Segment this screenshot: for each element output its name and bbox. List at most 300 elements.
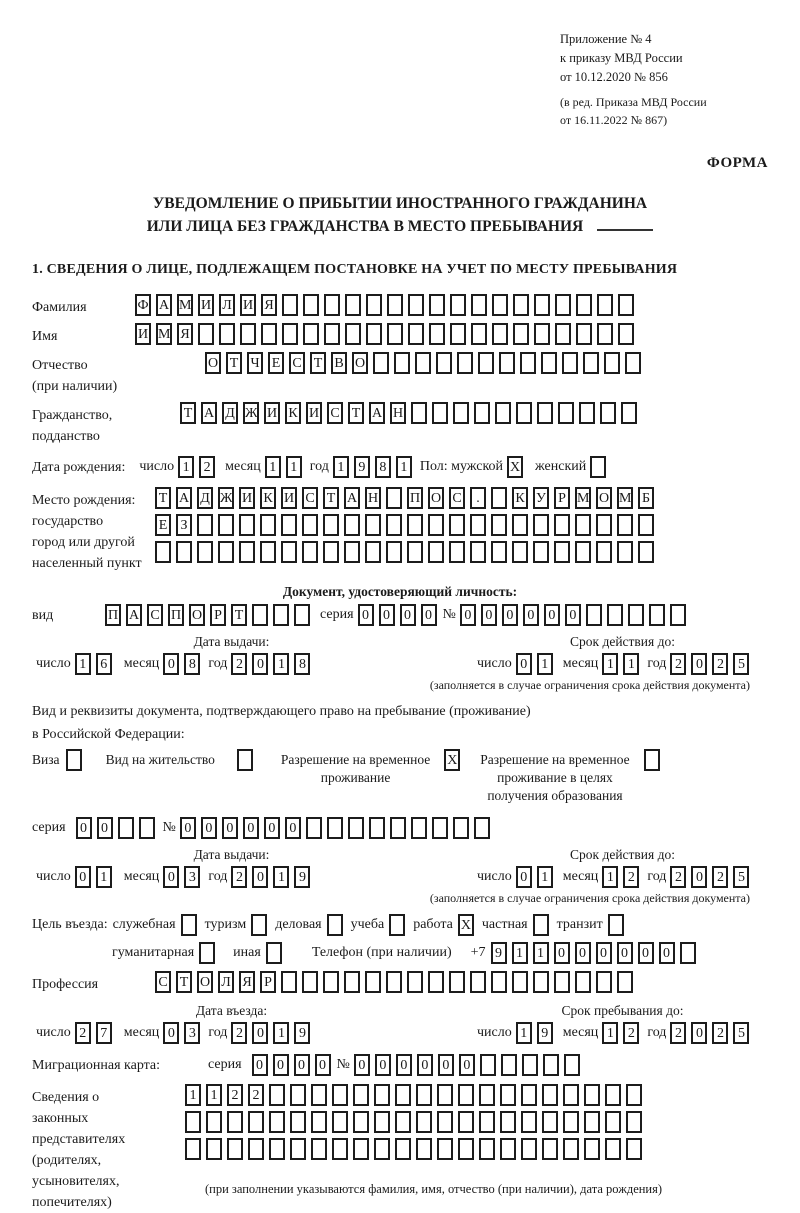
char-box[interactable]: З	[176, 514, 192, 536]
char-box[interactable]	[596, 541, 612, 563]
char-box[interactable]	[554, 514, 570, 536]
char-box[interactable]	[332, 1138, 348, 1160]
char-box[interactable]	[387, 323, 403, 345]
char-box[interactable]	[617, 541, 633, 563]
char-box[interactable]: К	[285, 402, 301, 424]
option-temp-residence-checkbox[interactable]	[444, 749, 460, 771]
char-box[interactable]	[411, 402, 427, 424]
char-box[interactable]	[479, 1138, 495, 1160]
char-box[interactable]	[563, 1138, 579, 1160]
char-box[interactable]	[206, 1111, 222, 1133]
char-box[interactable]	[458, 1111, 474, 1133]
residence-issue-day[interactable]	[75, 866, 112, 888]
char-box[interactable]: Р	[554, 487, 570, 509]
residence-expiry-year[interactable]	[670, 866, 749, 888]
char-box[interactable]: М	[617, 487, 633, 509]
identity-expiry-year[interactable]	[670, 653, 749, 675]
migration-series-boxes[interactable]	[252, 1054, 331, 1076]
char-box[interactable]: П	[407, 487, 423, 509]
char-box[interactable]: 8	[294, 653, 310, 675]
char-box[interactable]	[348, 817, 364, 839]
char-box[interactable]	[597, 294, 613, 316]
char-box[interactable]	[374, 1138, 390, 1160]
char-box[interactable]: А	[369, 402, 385, 424]
char-box[interactable]: 0	[379, 604, 395, 626]
char-box[interactable]: Я	[261, 294, 277, 316]
char-box[interactable]: 0	[222, 817, 238, 839]
char-box[interactable]: Ж	[218, 487, 234, 509]
char-box[interactable]: 1	[512, 942, 528, 964]
char-box[interactable]: Р	[210, 604, 226, 626]
char-box[interactable]	[576, 323, 592, 345]
char-box[interactable]: 0	[421, 604, 437, 626]
char-box[interactable]	[600, 402, 616, 424]
char-box[interactable]	[239, 514, 255, 536]
char-box[interactable]	[366, 294, 382, 316]
migration-number-boxes[interactable]	[354, 1054, 580, 1076]
char-box[interactable]	[470, 514, 486, 536]
char-box[interactable]: 0	[375, 1054, 391, 1076]
char-box[interactable]	[575, 541, 591, 563]
char-box[interactable]: 0	[97, 817, 113, 839]
char-box[interactable]: 0	[638, 942, 654, 964]
char-box[interactable]: Я	[177, 323, 193, 345]
char-box[interactable]	[416, 1138, 432, 1160]
char-box[interactable]	[369, 817, 385, 839]
char-box[interactable]	[495, 402, 511, 424]
char-box[interactable]	[474, 817, 490, 839]
char-box[interactable]	[437, 1084, 453, 1106]
char-box[interactable]	[394, 352, 410, 374]
char-box[interactable]: Б	[638, 487, 654, 509]
char-box[interactable]	[395, 1138, 411, 1160]
char-box[interactable]	[501, 1054, 517, 1076]
char-box[interactable]	[198, 323, 214, 345]
char-box[interactable]: 0	[460, 604, 476, 626]
purpose-business-checkbox[interactable]	[327, 914, 343, 936]
char-box[interactable]: 0	[163, 866, 179, 888]
char-box[interactable]	[543, 1054, 559, 1076]
char-box[interactable]	[542, 1138, 558, 1160]
char-box[interactable]	[458, 1084, 474, 1106]
char-box[interactable]: Ж	[243, 402, 259, 424]
char-box[interactable]	[374, 1111, 390, 1133]
char-box[interactable]: 0	[516, 866, 532, 888]
char-box[interactable]	[303, 323, 319, 345]
char-box[interactable]	[471, 323, 487, 345]
char-box[interactable]: Т	[176, 971, 192, 993]
char-box[interactable]	[583, 352, 599, 374]
char-box[interactable]: Т	[231, 604, 247, 626]
char-box[interactable]	[261, 323, 277, 345]
char-box[interactable]	[618, 323, 634, 345]
char-box[interactable]	[227, 1111, 243, 1133]
char-box[interactable]: Т	[323, 487, 339, 509]
char-box[interactable]: А	[176, 487, 192, 509]
char-box[interactable]	[176, 541, 192, 563]
firstname-boxes[interactable]	[135, 323, 634, 345]
char-box[interactable]	[554, 971, 570, 993]
char-box[interactable]: А	[156, 294, 172, 316]
char-box[interactable]: 5	[733, 866, 749, 888]
char-box[interactable]: 9	[491, 942, 507, 964]
char-box[interactable]	[386, 971, 402, 993]
char-box[interactable]: Т	[180, 402, 196, 424]
char-box[interactable]: 1	[396, 456, 412, 478]
char-box[interactable]: Ч	[247, 352, 263, 374]
char-box[interactable]: 2	[199, 456, 215, 478]
char-box[interactable]: О	[205, 352, 221, 374]
stay-until-month[interactable]	[602, 1022, 639, 1044]
char-box[interactable]	[365, 541, 381, 563]
char-box[interactable]	[218, 541, 234, 563]
char-box[interactable]: 1	[273, 866, 289, 888]
char-box[interactable]	[411, 817, 427, 839]
char-box[interactable]	[491, 971, 507, 993]
char-box[interactable]	[492, 323, 508, 345]
char-box[interactable]	[449, 514, 465, 536]
birth-place-boxes-row-1[interactable]	[155, 487, 654, 509]
char-box[interactable]: 0	[575, 942, 591, 964]
char-box[interactable]	[237, 749, 253, 771]
char-box[interactable]	[680, 942, 696, 964]
char-box[interactable]	[197, 541, 213, 563]
char-box[interactable]	[564, 1054, 580, 1076]
char-box[interactable]	[533, 914, 549, 936]
char-box[interactable]: 0	[285, 817, 301, 839]
identity-issue-day[interactable]	[75, 653, 112, 675]
char-box[interactable]: 1	[333, 456, 349, 478]
char-box[interactable]	[605, 1111, 621, 1133]
char-box[interactable]: Я	[239, 971, 255, 993]
char-box[interactable]: 0	[596, 942, 612, 964]
char-box[interactable]	[491, 541, 507, 563]
char-box[interactable]: 9	[537, 1022, 553, 1044]
residence-issue-month[interactable]	[163, 866, 200, 888]
char-box[interactable]: 0	[243, 817, 259, 839]
char-box[interactable]: 1	[623, 653, 639, 675]
char-box[interactable]	[344, 541, 360, 563]
char-box[interactable]	[576, 294, 592, 316]
char-box[interactable]: 0	[252, 866, 268, 888]
char-box[interactable]	[306, 817, 322, 839]
char-box[interactable]: 1	[286, 456, 302, 478]
char-box[interactable]	[479, 1111, 495, 1133]
char-box[interactable]	[617, 971, 633, 993]
char-box[interactable]: 1	[602, 1022, 618, 1044]
char-box[interactable]	[437, 1138, 453, 1160]
char-box[interactable]	[450, 294, 466, 316]
sex-female-checkbox[interactable]	[590, 456, 606, 478]
char-box[interactable]: 2	[231, 866, 247, 888]
purpose-tourism-checkbox[interactable]	[251, 914, 267, 936]
char-box[interactable]	[290, 1084, 306, 1106]
char-box[interactable]: 1	[537, 653, 553, 675]
birth-day-boxes[interactable]	[178, 456, 215, 478]
char-box[interactable]	[437, 1111, 453, 1133]
char-box[interactable]: 0	[315, 1054, 331, 1076]
char-box[interactable]: Л	[219, 294, 235, 316]
char-box[interactable]	[323, 514, 339, 536]
representatives-boxes-row-3[interactable]	[185, 1138, 662, 1160]
char-box[interactable]	[480, 1054, 496, 1076]
birth-place-boxes-row-3[interactable]	[155, 541, 654, 563]
char-box[interactable]: Т	[226, 352, 242, 374]
char-box[interactable]	[344, 514, 360, 536]
char-box[interactable]: Н	[390, 402, 406, 424]
char-box[interactable]	[416, 1111, 432, 1133]
char-box[interactable]: 0	[354, 1054, 370, 1076]
char-box[interactable]	[302, 514, 318, 536]
char-box[interactable]	[197, 514, 213, 536]
identity-number-boxes[interactable]	[460, 604, 686, 626]
char-box[interactable]: X	[444, 749, 460, 771]
char-box[interactable]: 0	[264, 817, 280, 839]
char-box[interactable]	[470, 541, 486, 563]
char-box[interactable]: А	[126, 604, 142, 626]
char-box[interactable]: И	[264, 402, 280, 424]
char-box[interactable]	[395, 1084, 411, 1106]
char-box[interactable]	[290, 1138, 306, 1160]
char-box[interactable]	[542, 1084, 558, 1106]
birth-year-boxes[interactable]	[333, 456, 412, 478]
char-box[interactable]: 9	[354, 456, 370, 478]
char-box[interactable]	[273, 604, 289, 626]
char-box[interactable]: И	[135, 323, 151, 345]
char-box[interactable]	[327, 817, 343, 839]
char-box[interactable]	[670, 604, 686, 626]
sex-male-checkbox[interactable]	[507, 456, 523, 478]
char-box[interactable]	[429, 323, 445, 345]
char-box[interactable]: X	[458, 914, 474, 936]
char-box[interactable]	[294, 604, 310, 626]
char-box[interactable]: 0	[459, 1054, 475, 1076]
char-box[interactable]: 9	[294, 1022, 310, 1044]
char-box[interactable]: М	[575, 487, 591, 509]
char-box[interactable]: 8	[375, 456, 391, 478]
char-box[interactable]	[199, 942, 215, 964]
char-box[interactable]	[432, 817, 448, 839]
char-box[interactable]: Н	[365, 487, 381, 509]
char-box[interactable]	[533, 971, 549, 993]
char-box[interactable]: О	[428, 487, 444, 509]
char-box[interactable]: 3	[184, 866, 200, 888]
char-box[interactable]	[323, 541, 339, 563]
char-box[interactable]: 1	[537, 866, 553, 888]
char-box[interactable]: 0	[76, 817, 92, 839]
char-box[interactable]: 2	[712, 653, 728, 675]
char-box[interactable]	[252, 604, 268, 626]
char-box[interactable]	[584, 1111, 600, 1133]
purpose-study-checkbox[interactable]	[389, 914, 405, 936]
char-box[interactable]	[139, 817, 155, 839]
char-box[interactable]: 0	[163, 653, 179, 675]
char-box[interactable]: Е	[155, 514, 171, 536]
char-box[interactable]: 1	[75, 653, 91, 675]
char-box[interactable]	[227, 1138, 243, 1160]
char-box[interactable]: 1	[96, 866, 112, 888]
char-box[interactable]	[353, 1111, 369, 1133]
char-box[interactable]	[345, 294, 361, 316]
char-box[interactable]	[345, 323, 361, 345]
char-box[interactable]	[251, 914, 267, 936]
char-box[interactable]	[429, 294, 445, 316]
char-box[interactable]: И	[239, 487, 255, 509]
char-box[interactable]: С	[289, 352, 305, 374]
char-box[interactable]: Т	[348, 402, 364, 424]
char-box[interactable]: 0	[294, 1054, 310, 1076]
char-box[interactable]: О	[596, 487, 612, 509]
char-box[interactable]: 2	[670, 866, 686, 888]
char-box[interactable]	[281, 541, 297, 563]
char-box[interactable]	[605, 1138, 621, 1160]
char-box[interactable]	[458, 1138, 474, 1160]
residence-number-boxes[interactable]	[180, 817, 490, 839]
char-box[interactable]	[555, 294, 571, 316]
char-box[interactable]: 0	[516, 653, 532, 675]
char-box[interactable]	[563, 1111, 579, 1133]
char-box[interactable]: 8	[184, 653, 200, 675]
residence-expiry-month[interactable]	[602, 866, 639, 888]
char-box[interactable]	[555, 323, 571, 345]
char-box[interactable]	[66, 749, 82, 771]
char-box[interactable]	[575, 514, 591, 536]
char-box[interactable]	[608, 914, 624, 936]
char-box[interactable]: 0	[252, 1054, 268, 1076]
char-box[interactable]: 0	[417, 1054, 433, 1076]
char-box[interactable]: 0	[554, 942, 570, 964]
char-box[interactable]	[206, 1138, 222, 1160]
char-box[interactable]	[260, 514, 276, 536]
char-box[interactable]: 0	[252, 653, 268, 675]
char-box[interactable]	[281, 514, 297, 536]
char-box[interactable]	[373, 352, 389, 374]
char-box[interactable]: 2	[712, 866, 728, 888]
char-box[interactable]: 0	[502, 604, 518, 626]
char-box[interactable]: 2	[248, 1084, 264, 1106]
char-box[interactable]	[365, 971, 381, 993]
entry-month[interactable]	[163, 1022, 200, 1044]
char-box[interactable]: 0	[252, 1022, 268, 1044]
char-box[interactable]: 0	[691, 866, 707, 888]
char-box[interactable]: 2	[227, 1084, 243, 1106]
char-box[interactable]: 0	[358, 604, 374, 626]
char-box[interactable]	[470, 971, 486, 993]
residence-expiry-day[interactable]	[516, 866, 553, 888]
patronymic-boxes[interactable]	[205, 352, 641, 374]
char-box[interactable]: С	[155, 971, 171, 993]
char-box[interactable]	[390, 817, 406, 839]
char-box[interactable]	[491, 514, 507, 536]
char-box[interactable]	[239, 541, 255, 563]
char-box[interactable]	[219, 323, 235, 345]
char-box[interactable]: 0	[691, 653, 707, 675]
char-box[interactable]	[332, 1111, 348, 1133]
char-box[interactable]	[407, 971, 423, 993]
char-box[interactable]	[597, 323, 613, 345]
char-box[interactable]: 5	[733, 653, 749, 675]
char-box[interactable]	[240, 323, 256, 345]
char-box[interactable]	[344, 971, 360, 993]
char-box[interactable]: 0	[396, 1054, 412, 1076]
char-box[interactable]	[618, 294, 634, 316]
char-box[interactable]	[353, 1084, 369, 1106]
char-box[interactable]: 1	[602, 866, 618, 888]
char-box[interactable]: 1	[533, 942, 549, 964]
char-box[interactable]: 1	[516, 1022, 532, 1044]
purpose-official-checkbox[interactable]	[181, 914, 197, 936]
char-box[interactable]: С	[302, 487, 318, 509]
char-box[interactable]: 2	[670, 653, 686, 675]
option-visa-checkbox[interactable]	[66, 749, 82, 771]
char-box[interactable]	[628, 604, 644, 626]
purpose-humanitarian-checkbox[interactable]	[199, 942, 215, 964]
char-box[interactable]: А	[201, 402, 217, 424]
char-box[interactable]	[499, 352, 515, 374]
char-box[interactable]	[512, 971, 528, 993]
char-box[interactable]	[541, 352, 557, 374]
char-box[interactable]	[500, 1138, 516, 1160]
char-box[interactable]: Ф	[135, 294, 151, 316]
identity-expiry-month[interactable]	[602, 653, 639, 675]
identity-expiry-day[interactable]	[516, 653, 553, 675]
char-box[interactable]: К	[512, 487, 528, 509]
char-box[interactable]	[533, 514, 549, 536]
char-box[interactable]: А	[344, 487, 360, 509]
char-box[interactable]	[327, 914, 343, 936]
char-box[interactable]	[500, 1084, 516, 1106]
residence-issue-year[interactable]	[231, 866, 310, 888]
char-box[interactable]	[491, 487, 507, 509]
representatives-boxes-row-1[interactable]	[185, 1084, 662, 1106]
char-box[interactable]	[513, 294, 529, 316]
char-box[interactable]	[621, 402, 637, 424]
char-box[interactable]	[534, 294, 550, 316]
char-box[interactable]: 0	[180, 817, 196, 839]
entry-year[interactable]	[231, 1022, 310, 1044]
phone-boxes[interactable]	[491, 942, 696, 964]
char-box[interactable]	[449, 541, 465, 563]
char-box[interactable]	[474, 402, 490, 424]
char-box[interactable]	[605, 1084, 621, 1106]
char-box[interactable]: О	[352, 352, 368, 374]
residence-series-boxes[interactable]	[76, 817, 155, 839]
char-box[interactable]: 1	[185, 1084, 201, 1106]
char-box[interactable]	[492, 294, 508, 316]
char-box[interactable]	[248, 1138, 264, 1160]
char-box[interactable]	[607, 604, 623, 626]
char-box[interactable]	[554, 541, 570, 563]
char-box[interactable]	[478, 352, 494, 374]
char-box[interactable]	[479, 1084, 495, 1106]
char-box[interactable]: О	[189, 604, 205, 626]
char-box[interactable]	[407, 541, 423, 563]
char-box[interactable]: 0	[273, 1054, 289, 1076]
char-box[interactable]: 2	[623, 866, 639, 888]
char-box[interactable]	[118, 817, 134, 839]
char-box[interactable]	[366, 323, 382, 345]
char-box[interactable]	[521, 1138, 537, 1160]
option-temp-residence-education-checkbox[interactable]	[644, 749, 660, 771]
char-box[interactable]	[596, 514, 612, 536]
char-box[interactable]	[185, 1138, 201, 1160]
profession-boxes[interactable]	[155, 971, 633, 993]
char-box[interactable]: 2	[712, 1022, 728, 1044]
char-box[interactable]	[644, 749, 660, 771]
char-box[interactable]: 1	[178, 456, 194, 478]
char-box[interactable]	[266, 942, 282, 964]
purpose-transit-checkbox[interactable]	[608, 914, 624, 936]
